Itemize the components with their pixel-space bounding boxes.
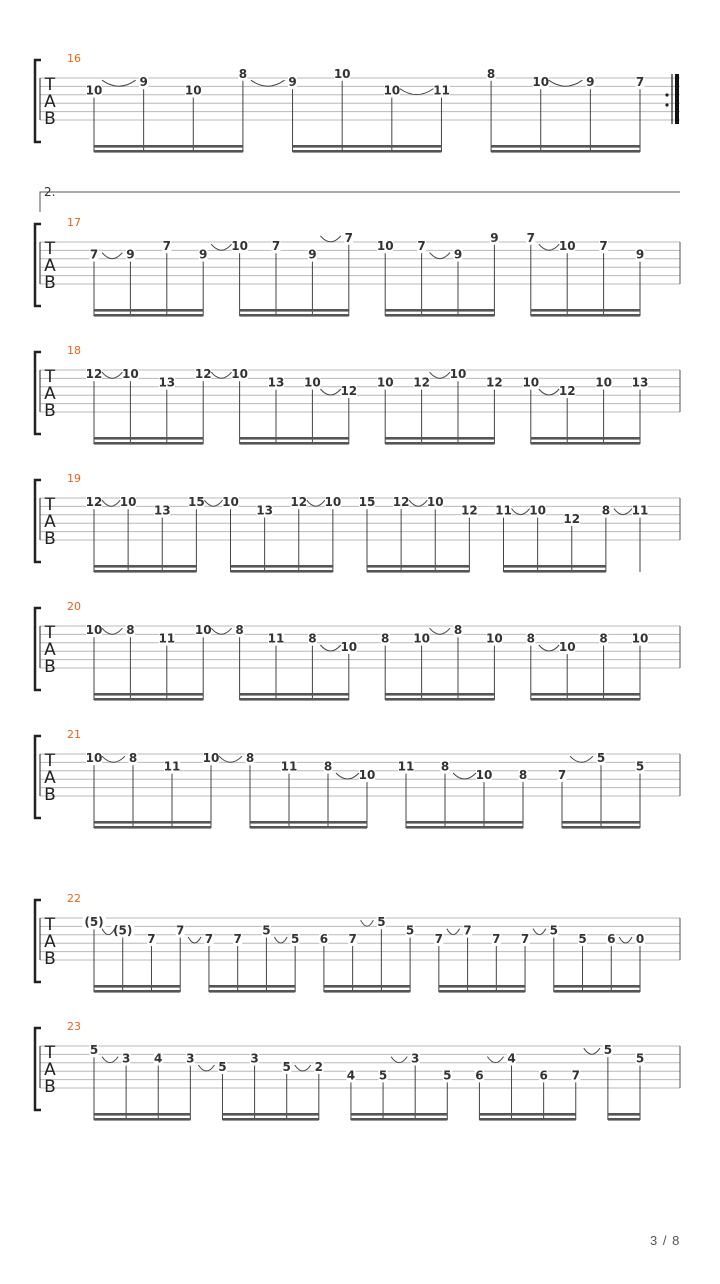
tab-clef-letter: A <box>44 640 56 660</box>
beam <box>94 985 180 988</box>
fret-number: 7 <box>344 230 353 245</box>
fret-number: (5) <box>113 923 133 938</box>
tab-clef-letter: T <box>44 751 56 771</box>
fret-number: 10 <box>340 640 358 654</box>
beam <box>94 309 203 312</box>
fret-number: 7 <box>89 247 99 262</box>
fret-number: 5 <box>290 932 300 946</box>
beam <box>250 821 367 824</box>
beam <box>209 990 295 993</box>
fret-number: 15 <box>358 495 376 510</box>
repeat-dot <box>665 93 668 96</box>
fret-number: 7 <box>271 239 281 254</box>
fret-number: 9 <box>308 247 317 262</box>
measure-number: 22 <box>67 892 81 905</box>
fret-number: 10 <box>383 83 401 98</box>
beam <box>94 1118 190 1121</box>
tie-arc <box>102 756 125 762</box>
fret-number: 9 <box>453 247 463 262</box>
fret-number: 8 <box>486 66 496 81</box>
tab-clef-letter: T <box>44 623 56 643</box>
beam <box>385 314 494 317</box>
beam <box>491 150 640 153</box>
beam <box>94 442 203 445</box>
tie-arc <box>400 89 434 95</box>
fret-number: 8 <box>453 623 463 638</box>
fret-number: 10 <box>358 768 376 782</box>
fret-number: 10 <box>85 83 103 98</box>
tab-clef-letter: B <box>44 529 56 549</box>
fret-number: 5 <box>218 1060 227 1074</box>
beam <box>439 990 525 993</box>
fret-number: 12 <box>558 384 576 398</box>
fret-number: 10 <box>529 503 546 518</box>
fret-number: 8 <box>245 751 255 766</box>
tie-arc <box>211 372 231 378</box>
fret-number: 10 <box>119 495 137 510</box>
fret-number: 10 <box>184 83 202 98</box>
tie-arc <box>430 628 450 634</box>
fret-number: 11 <box>495 503 512 518</box>
tie-arc <box>211 628 231 634</box>
beam <box>94 693 203 696</box>
tie-arc <box>320 645 340 651</box>
beam <box>94 570 196 573</box>
tie-arc <box>453 773 476 779</box>
beam <box>406 821 523 824</box>
tie-arc <box>102 372 122 378</box>
measure-number: 18 <box>67 344 81 357</box>
beam <box>479 1118 575 1121</box>
tie-arc <box>188 937 201 943</box>
tie-arc <box>211 244 231 250</box>
fret-number: 9 <box>288 75 297 90</box>
fret-number: 8 <box>128 751 138 766</box>
fret-number: 7 <box>348 932 357 946</box>
tie-arc <box>102 500 120 506</box>
fret-number: 10 <box>413 631 430 646</box>
tie-arc <box>361 920 374 926</box>
fret-number: 10 <box>222 495 239 510</box>
tab-clef-letter: B <box>44 273 56 293</box>
repeat-dot <box>665 103 668 106</box>
tab-clef-letter: T <box>44 915 56 935</box>
tab-clef-letter: A <box>44 1060 56 1080</box>
fret-number: 2 <box>314 1060 324 1074</box>
fret-number: 5 <box>635 1051 645 1066</box>
fret-number: 6 <box>607 932 616 946</box>
fret-number: 8 <box>601 503 611 518</box>
tab-clef-letter: B <box>44 785 56 805</box>
fret-number: 7 <box>520 932 530 946</box>
fret-number: 10 <box>376 375 394 390</box>
tab-clef-letter: T <box>44 75 56 95</box>
fret-number: 12 <box>290 495 308 510</box>
fret-number: (5) <box>84 915 104 930</box>
beam <box>554 990 640 993</box>
tie-arc <box>219 756 242 762</box>
beam <box>491 145 640 148</box>
measure-number: 16 <box>67 52 81 65</box>
fret-number: 3 <box>121 1051 131 1066</box>
beam <box>293 150 442 153</box>
beam <box>324 990 410 993</box>
tie-arc <box>198 1065 214 1071</box>
tie-arc <box>549 80 583 86</box>
tie-arc <box>539 645 559 651</box>
fret-number: 7 <box>599 239 608 254</box>
beam <box>94 145 243 148</box>
fret-number: 12 <box>194 367 212 382</box>
beam <box>240 437 349 440</box>
beam <box>94 821 211 824</box>
tie-arc <box>102 1057 118 1063</box>
measure-number: 21 <box>67 728 81 741</box>
beam <box>608 1118 640 1121</box>
fret-number: 8 <box>323 759 333 774</box>
beam <box>385 442 494 445</box>
tab-clef-letter: B <box>44 949 56 969</box>
tab-clef-letter: A <box>44 768 56 788</box>
tab-clef-letter: A <box>44 256 56 276</box>
fret-number: 7 <box>417 239 426 254</box>
beam <box>94 1113 190 1116</box>
beam <box>479 1113 575 1116</box>
tab-clef-letter: B <box>44 657 56 677</box>
fret-number: 10 <box>85 623 103 638</box>
tab-clef-letter: T <box>44 495 56 515</box>
fret-number: 11 <box>158 631 176 646</box>
beam <box>240 693 349 696</box>
tie-arc <box>102 253 122 259</box>
fret-number: 10 <box>522 375 540 390</box>
fret-number: 10 <box>231 239 248 254</box>
beam <box>94 314 203 317</box>
fret-number: 5 <box>378 1068 388 1083</box>
fret-number: 9 <box>199 247 208 262</box>
fret-number: 5 <box>282 1060 291 1074</box>
fret-number: 7 <box>162 239 171 254</box>
measure-number: 20 <box>67 600 81 613</box>
beam <box>94 990 180 993</box>
fret-number: 13 <box>267 375 285 390</box>
fret-number: 10 <box>324 495 342 510</box>
beam <box>209 985 295 988</box>
tie-arc <box>614 509 632 515</box>
tab-clef-letter: A <box>44 92 56 112</box>
beam <box>240 698 349 701</box>
beam <box>531 437 640 440</box>
fret-number: 5 <box>596 751 606 766</box>
tie-arc <box>539 389 559 395</box>
fret-number: 10 <box>449 367 467 382</box>
tie-arc <box>274 937 287 943</box>
beam <box>222 1118 318 1121</box>
tab-clef-letter: B <box>44 1077 56 1097</box>
page-number: 3 / 8 <box>650 1233 681 1248</box>
tie-arc <box>487 1057 503 1063</box>
fret-number: 11 <box>397 759 415 774</box>
tie-arc <box>336 773 359 779</box>
fret-number: 5 <box>262 923 271 938</box>
fret-number: 12 <box>392 495 410 510</box>
fret-number: 5 <box>89 1043 99 1058</box>
fret-number: 7 <box>434 932 444 946</box>
beam <box>439 985 525 988</box>
tab-clef-letter: B <box>44 109 56 129</box>
fret-number: 8 <box>518 768 528 782</box>
beam <box>367 565 469 568</box>
fret-number: 5 <box>443 1068 452 1083</box>
tie-arc <box>391 1057 407 1063</box>
beam <box>385 698 494 701</box>
tab-clef-letter: A <box>44 932 56 952</box>
tab-clef-letter: T <box>44 1043 56 1063</box>
tie-arc <box>584 1048 600 1054</box>
fret-number: 10 <box>558 640 576 654</box>
fret-number: 7 <box>147 932 156 946</box>
fret-number: 9 <box>490 230 499 245</box>
beam <box>240 309 349 312</box>
beam <box>531 698 640 701</box>
repeat-thick-barline <box>675 74 679 124</box>
tie-arc <box>447 929 460 935</box>
tie-arc <box>251 80 285 86</box>
fret-number: 7 <box>557 768 567 782</box>
beam <box>94 698 203 701</box>
fret-number: 8 <box>599 631 608 646</box>
fret-number: 6 <box>319 932 329 946</box>
fret-number: 8 <box>126 623 135 638</box>
beam <box>531 314 640 317</box>
tie-arc <box>430 372 450 378</box>
fret-number: 9 <box>635 247 645 262</box>
fret-number: 3 <box>186 1051 195 1066</box>
fret-number: 5 <box>603 1043 613 1058</box>
fret-number: 4 <box>346 1068 356 1083</box>
tie-arc <box>102 80 136 86</box>
beam <box>94 150 243 153</box>
fret-number: 10 <box>532 75 550 90</box>
volta-bracket <box>40 192 680 212</box>
beam <box>531 309 640 312</box>
beam <box>531 442 640 445</box>
tie-arc <box>204 500 222 506</box>
tie-arc <box>539 244 559 250</box>
tie-arc <box>295 1065 311 1071</box>
beam <box>385 437 494 440</box>
fret-number: 15 <box>188 495 205 510</box>
beam <box>504 565 606 568</box>
tie-arc <box>320 389 340 395</box>
fret-number: 7 <box>463 923 472 938</box>
beam <box>385 309 494 312</box>
beam <box>94 565 196 568</box>
fret-number: 13 <box>158 375 176 390</box>
fret-number: 7 <box>204 932 214 946</box>
fret-number: 8 <box>381 631 390 646</box>
beam <box>504 570 606 573</box>
fret-number: 8 <box>526 631 535 646</box>
fret-number: 10 <box>595 375 612 390</box>
tab-clef-letter: T <box>44 239 56 259</box>
fret-number: 13 <box>631 375 649 390</box>
beam <box>231 570 333 573</box>
tab-clef-letter: A <box>44 384 56 404</box>
volta-label: 2. <box>44 185 56 199</box>
beam <box>293 145 442 148</box>
fret-number: 10 <box>558 239 576 254</box>
fret-number: 7 <box>526 230 535 245</box>
fret-number: 10 <box>85 751 103 766</box>
tie-arc <box>619 937 632 943</box>
measure-number: 19 <box>67 472 81 485</box>
fret-number: 9 <box>586 75 595 90</box>
fret-number: 12 <box>413 375 430 390</box>
beam <box>351 1118 447 1121</box>
fret-number: 12 <box>340 384 358 398</box>
beam <box>367 570 469 573</box>
fret-number: 10 <box>376 239 394 254</box>
tie-arc <box>320 236 340 242</box>
beam <box>554 985 640 988</box>
fret-number: 10 <box>426 495 444 510</box>
tie-arc <box>512 509 530 515</box>
fret-number: 10 <box>631 631 649 646</box>
tie-arc <box>570 756 593 762</box>
tab-clef-letter: T <box>44 367 56 387</box>
fret-number: 13 <box>153 503 171 518</box>
fret-number: 11 <box>163 759 181 774</box>
fret-number: 8 <box>440 759 450 774</box>
fret-number: 11 <box>631 503 649 518</box>
beam <box>608 1113 640 1116</box>
beam <box>222 1113 318 1116</box>
measure-number: 23 <box>67 1020 81 1033</box>
fret-number: 10 <box>194 623 212 638</box>
tie-arc <box>102 628 122 634</box>
fret-number: 12 <box>85 495 103 510</box>
fret-number: 3 <box>410 1051 420 1066</box>
beam <box>240 314 349 317</box>
fret-number: 7 <box>571 1068 580 1083</box>
beam <box>351 1113 447 1116</box>
fret-number: 7 <box>492 932 501 946</box>
fret-number: 11 <box>267 631 285 646</box>
fret-number: 3 <box>250 1051 259 1066</box>
fret-number: 10 <box>122 367 139 382</box>
fret-number: 13 <box>256 503 273 518</box>
fret-number: 7 <box>233 932 242 946</box>
fret-number: 7 <box>635 75 645 90</box>
fret-number: 5 <box>377 915 386 930</box>
tie-arc <box>533 929 546 935</box>
fret-number: 10 <box>486 631 503 646</box>
measure-number: 17 <box>67 216 81 229</box>
fret-number: 10 <box>202 751 220 766</box>
fret-number: 4 <box>507 1051 516 1066</box>
beam <box>250 826 367 829</box>
beam <box>324 985 410 988</box>
fret-number: 7 <box>176 923 185 938</box>
tie-arc <box>430 253 450 259</box>
beam <box>94 826 211 829</box>
fret-number: 0 <box>635 932 645 946</box>
fret-number: 12 <box>486 375 503 390</box>
beam <box>385 693 494 696</box>
fret-number: 10 <box>333 66 351 81</box>
fret-number: 12 <box>461 503 478 518</box>
fret-number: 10 <box>231 367 248 382</box>
fret-number: 6 <box>475 1068 484 1083</box>
fret-number: 8 <box>235 623 244 638</box>
fret-number: 10 <box>304 375 321 390</box>
tie-arc <box>409 500 427 506</box>
tab-clef-letter: B <box>44 401 56 421</box>
beam <box>531 693 640 696</box>
fret-number: 12 <box>563 512 581 526</box>
tie-arc <box>307 500 325 506</box>
fret-number: 9 <box>126 247 135 262</box>
fret-number: 11 <box>433 83 450 98</box>
beam <box>94 437 203 440</box>
fret-number: 6 <box>539 1068 548 1083</box>
fret-number: 5 <box>405 923 415 938</box>
beam <box>406 826 523 829</box>
beam <box>562 826 640 829</box>
beam <box>231 565 333 568</box>
fret-number: 8 <box>308 631 317 646</box>
fret-number: 5 <box>635 759 645 774</box>
fret-number: 9 <box>139 75 148 90</box>
tab-clef-letter: A <box>44 512 56 532</box>
fret-number: 5 <box>549 923 558 938</box>
fret-number: 11 <box>280 759 298 774</box>
fret-number: 8 <box>238 66 248 81</box>
fret-number: 12 <box>85 367 103 382</box>
fret-number: 5 <box>578 932 587 946</box>
beam <box>240 442 349 445</box>
beam <box>562 821 640 824</box>
fret-number: 10 <box>475 768 493 782</box>
fret-number: 4 <box>154 1051 163 1066</box>
